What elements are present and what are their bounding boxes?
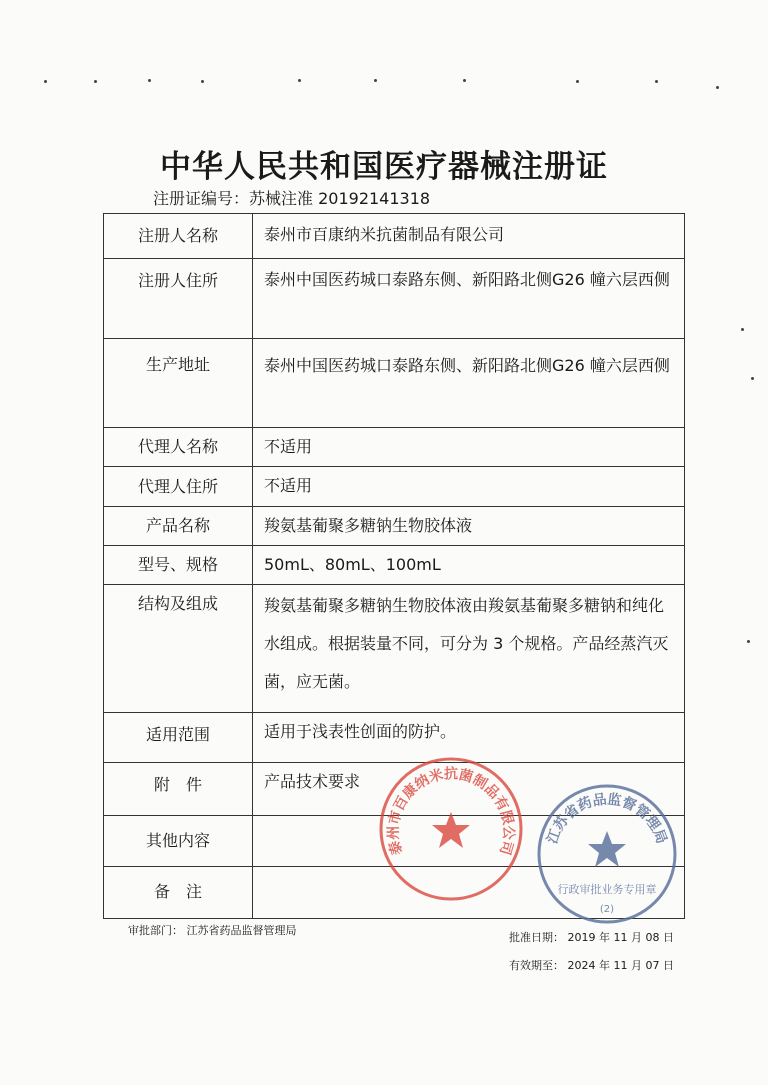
table-row — [104, 214, 685, 259]
row-value: 泰州中国医药城口泰路东侧、新阳路北侧G26 幢六层西侧 — [253, 339, 685, 428]
row-value: 50mL、80mL、100mL — [253, 546, 685, 585]
agency-seal-sub: 行政审批业务专用章 — [557, 883, 657, 896]
registration-number — [153, 186, 430, 209]
svg-text:泰州市百康纳米抗菌制品有限公司 — [385, 766, 516, 857]
agency-seal-text: 江苏省药品监督管理局 — [544, 791, 670, 846]
agency-seal-number: (2) — [599, 904, 615, 915]
row-label: 注册人名称 — [104, 214, 253, 259]
registration-label: 注册证编号： — [153, 189, 250, 208]
row-label: 注册人住所 — [104, 259, 253, 339]
star-icon — [588, 831, 626, 867]
approval-date: 批准日期： 2019 年 11 月 08 日 — [509, 931, 674, 944]
registration-value: 苏械注准 20192141318 — [249, 189, 431, 208]
row-label: 产品名称 — [104, 507, 253, 546]
row-value: 不适用 — [253, 467, 685, 507]
valid-until: 有效期至： 2024 年 11 月 07 日 — [509, 959, 674, 972]
table-row — [104, 259, 685, 339]
row-value: 适用于浅表性创面的防护。 — [253, 713, 685, 763]
row-value: 泰州中国医药城口泰路东侧、新阳路北侧G26 幢六层西侧 — [253, 259, 685, 339]
row-label: 适用范围 — [104, 713, 253, 763]
row-value: 羧氨基葡聚多糖钠生物胶体液由羧氨基葡聚多糖钠和纯化水组成。根据装量不同，可分为 3 个规格。产品经蒸汽灭菌，应无菌。 — [253, 585, 685, 713]
row-value: 不适用 — [253, 428, 685, 467]
row-label: 其他内容 — [104, 816, 253, 867]
row-value: 产品技术要求 — [253, 763, 685, 816]
row-label: 生产地址 — [104, 339, 253, 428]
table-row — [104, 467, 685, 507]
star-icon — [432, 812, 470, 848]
row-label: 型号、规格 — [104, 546, 253, 585]
approval-department: 审批部门： 江苏省药品监督管理局 — [128, 924, 297, 937]
table-row — [104, 585, 685, 713]
row-label: 结构及组成 — [104, 585, 253, 713]
company-seal-text: 泰州市百康纳米抗菌制品有限公司 — [385, 766, 517, 857]
company-seal — [376, 754, 526, 904]
row-value: 泰州市百康纳米抗菌制品有限公司 — [253, 214, 685, 259]
table-row — [104, 428, 685, 467]
table-row — [104, 546, 685, 585]
row-label: 附 件 — [104, 763, 253, 816]
row-label: 备 注 — [104, 867, 253, 919]
table-row — [104, 507, 685, 546]
table-row — [104, 339, 685, 428]
row-value: 羧氨基葡聚多糖钠生物胶体液 — [253, 507, 685, 546]
agency-seal — [534, 781, 680, 927]
document-title: 中华人民共和国医疗器械注册证 — [160, 149, 608, 185]
row-label: 代理人住所 — [104, 467, 253, 507]
row-label: 代理人名称 — [104, 428, 253, 467]
